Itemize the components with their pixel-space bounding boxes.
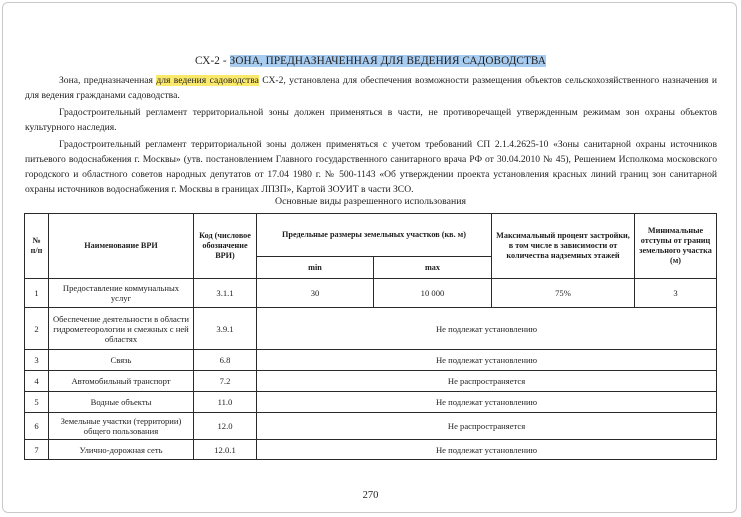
table-row [25, 392, 717, 413]
table-header-row [25, 214, 717, 257]
paragraph1-highlighted: для ведения садоводства [156, 75, 259, 86]
row7-name: Улично-дорожная сеть [49, 440, 194, 460]
table-row [25, 371, 717, 392]
row2-note: Не подлежат установлению [257, 308, 717, 350]
row1-max: 10 000 [374, 279, 492, 308]
header-min: min [257, 257, 374, 279]
row2-code: 3.9.1 [194, 308, 257, 350]
header-min-setback: Минимальные отступы от границ земельного участка (м) [635, 214, 717, 279]
row1-min: 30 [257, 279, 374, 308]
paragraph2-text: Градостроительный регламент территориальной зоны должен применяться в части, не противоречащей утвержденным режимам зон охраны объектов культурного наследия. [25, 107, 717, 133]
row3-note: Не подлежат установлению [257, 350, 717, 371]
paragraph1-after: СХ-2, установлена для обеспечения возможности размещения объектов сельскохозяйственного назначения и для ведения гражданами садоводства. [25, 75, 717, 101]
title-highlighted: ЗОНА, ПРЕДНАЗНАЧЕННАЯ ДЛЯ ВЕДЕНИЯ САДОВОДСТВА [229, 55, 546, 67]
header-code: Код (числовое обозначение ВРИ) [194, 214, 257, 279]
row7-note: Не подлежат установлению [257, 440, 717, 460]
row7-num: 7 [25, 440, 49, 460]
table-row [25, 440, 717, 460]
row5-name: Водные объекты [49, 392, 194, 413]
paragraph-cultural-heritage [25, 105, 717, 135]
row4-name: Автомобильный транспорт [49, 371, 194, 392]
row3-code: 6.8 [194, 350, 257, 371]
row6-num: 6 [25, 413, 49, 440]
row3-name: Связь [49, 350, 194, 371]
row1-percent: 75% [492, 279, 635, 308]
row5-note: Не подлежат установлению [257, 392, 717, 413]
table-row [25, 308, 717, 350]
paragraph-sanitary-zones [25, 137, 717, 197]
table-caption: Основные виды разрешенного использования [275, 196, 466, 207]
row5-code: 11.0 [194, 392, 257, 413]
row5-num: 5 [25, 392, 49, 413]
row4-code: 7.2 [194, 371, 257, 392]
zone-title [0, 55, 741, 67]
title-prefix: СХ-2 - [195, 55, 230, 67]
row2-num: 2 [25, 308, 49, 350]
row6-name: Земельные участки (территории) общего пользования [49, 413, 194, 440]
row7-code: 12.0.1 [194, 440, 257, 460]
row6-note: Не распространяется [257, 413, 717, 440]
table-row [25, 279, 717, 308]
row6-code: 12.0 [194, 413, 257, 440]
table-row [25, 413, 717, 440]
row2-name: Обеспечение деятельности в области гидрометеорологии и смежных с ней областях [49, 308, 194, 350]
page-number: 270 [362, 490, 379, 501]
paragraph-zone-purpose [25, 73, 717, 103]
paragraph1-before: Зона, предназначенная [59, 75, 157, 86]
header-num: № п/п [25, 214, 49, 279]
row1-code: 3.1.1 [194, 279, 257, 308]
row4-note: Не распространяется [257, 371, 717, 392]
header-max: max [374, 257, 492, 279]
row4-num: 4 [25, 371, 49, 392]
row1-num: 1 [25, 279, 49, 308]
header-plot-sizes: Предельные размеры земельных участков (кв. м) [257, 214, 492, 257]
header-max-percent: Максимальный процент застройки, в том числе в зависимости от количества надземных этажей [492, 214, 635, 279]
row1-setback: 3 [635, 279, 717, 308]
paragraph3-text: Градостроительный регламент территориальной зоны должен применяться с учетом требований СП 2.1.4.2625-10 «Зоны санитарной охраны источников питьевого водоснабжения г. Москвы» (утв. постановлением Главного государственного санитарного врача РФ от 30.04.2010 № 45), Решением Исполкома московского городского и областного советов народных депутатов от 17.04 1980 г. № 500-1143 «Об утверждении проекта установления красных линий границ зон санитарной охраны источников водоснабжения г. Москвы в границах ЛПЗП», Картой ЗОУИТ в части ЗСО. [25, 139, 717, 195]
row3-num: 3 [25, 350, 49, 371]
table-row [25, 350, 717, 371]
row1-name: Предоставление коммунальных услуг [49, 279, 194, 308]
permitted-use-table [24, 213, 717, 460]
header-name: Наименование ВРИ [49, 214, 194, 279]
